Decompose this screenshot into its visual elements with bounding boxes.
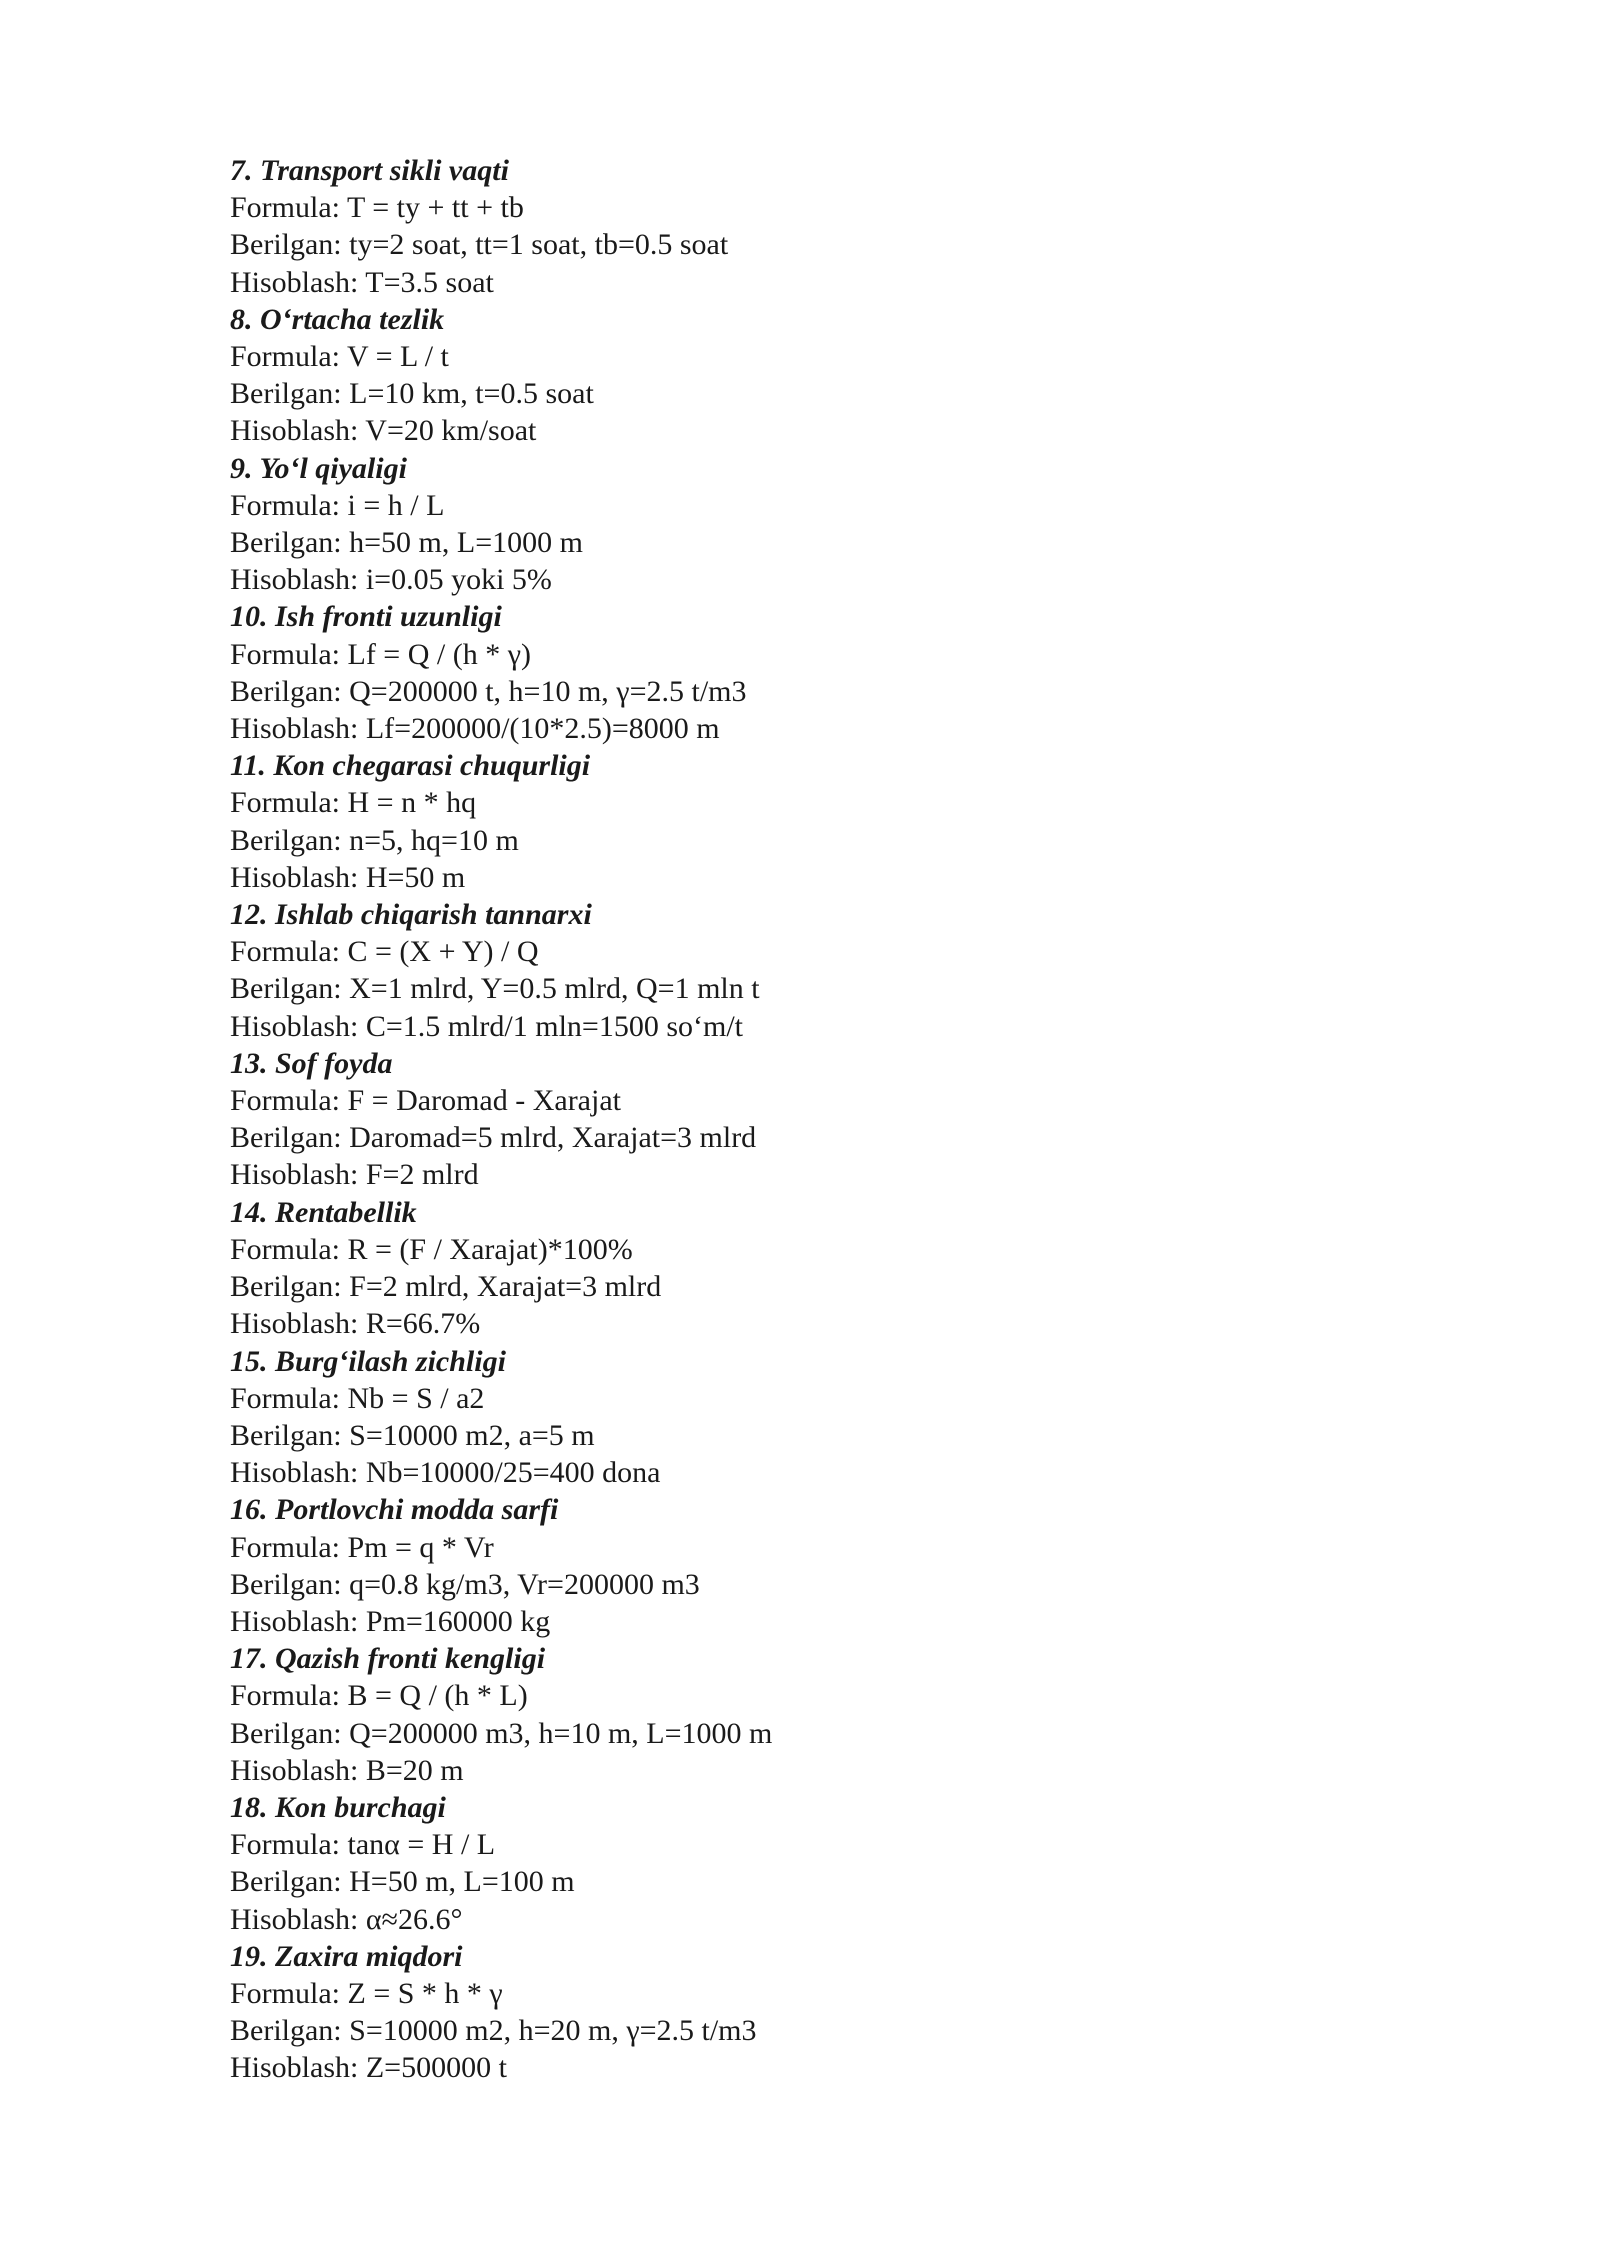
- calculation-line: Hisoblash: R=66.7%: [230, 1307, 481, 1341]
- given-line: Berilgan: F=2 mlrd, Xarajat=3 mlrd: [230, 1270, 662, 1304]
- formula-line: Formula: Nb = S / a2: [230, 1381, 485, 1415]
- calculation-line: Hisoblash: i=0.05 yoki 5%: [230, 563, 552, 597]
- calculation-line: Hisoblash: Lf=200000/(10*2.5)=8000 m: [230, 712, 720, 746]
- section-13: [230, 1045, 1430, 1194]
- section-heading: 8. O‘rtacha tezlik: [230, 302, 445, 336]
- given-line: Berilgan: S=10000 m2, a=5 m: [230, 1418, 595, 1452]
- given-line: Berilgan: X=1 mlrd, Y=0.5 mlrd, Q=1 mln t: [230, 972, 760, 1006]
- given-line: Berilgan: h=50 m, L=1000 m: [230, 526, 583, 560]
- given-line: Berilgan: q=0.8 kg/m3, Vr=200000 m3: [230, 1567, 700, 1601]
- section-11: [230, 747, 1430, 896]
- given-line: Berilgan: S=10000 m2, h=20 m, γ=2.5 t/m3: [230, 2014, 757, 2048]
- formula-line: Formula: F = Daromad - Xarajat: [230, 1084, 621, 1118]
- given-line: Berilgan: Q=200000 t, h=10 m, γ=2.5 t/m3: [230, 674, 747, 708]
- formula-line: Formula: V = L / t: [230, 340, 449, 374]
- section-16: [230, 1491, 1430, 1640]
- calculation-line: Hisoblash: V=20 km/soat: [230, 414, 537, 448]
- section-heading: 14. Rentabellik: [230, 1195, 417, 1229]
- section-9: [230, 450, 1430, 599]
- given-line: Berilgan: n=5, hq=10 m: [230, 823, 519, 857]
- section-heading: 17. Qazish fronti kengligi: [230, 1642, 546, 1676]
- section-heading: 16. Portlovchi modda sarfi: [230, 1493, 559, 1527]
- formula-line: Formula: B = Q / (h * L): [230, 1679, 528, 1713]
- calculation-line: Hisoblash: Pm=160000 kg: [230, 1604, 551, 1638]
- section-heading: 15. Burg‘ilash zichligi: [230, 1344, 506, 1378]
- calculation-line: Hisoblash: H=50 m: [230, 860, 466, 894]
- formula-line: Formula: C = (X + Y) / Q: [230, 935, 539, 969]
- section-heading: 10. Ish fronti uzunligi: [230, 600, 502, 634]
- document-content: [230, 152, 1430, 2087]
- section-7: [230, 152, 1430, 301]
- formula-line: Formula: i = h / L: [230, 488, 445, 522]
- calculation-line: Hisoblash: α≈26.6°: [230, 1902, 463, 1936]
- formula-line: Formula: R = (F / Xarajat)*100%: [230, 1232, 633, 1266]
- given-line: Berilgan: Q=200000 m3, h=10 m, L=1000 m: [230, 1716, 773, 1750]
- given-line: Berilgan: ty=2 soat, tt=1 soat, tb=0.5 soat: [230, 228, 729, 262]
- formula-line: Formula: H = n * hq: [230, 786, 477, 820]
- section-14: [230, 1194, 1430, 1343]
- formula-line: Formula: T = ty + tt + tb: [230, 191, 524, 225]
- calculation-line: Hisoblash: F=2 mlrd: [230, 1158, 479, 1192]
- section-heading: 9. Yo‘l qiyaligi: [230, 451, 407, 485]
- calculation-line: Hisoblash: Nb=10000/25=400 dona: [230, 1456, 661, 1490]
- formula-line: Formula: Pm = q * Vr: [230, 1530, 494, 1564]
- section-heading: 19. Zaxira miqdori: [230, 1939, 463, 1973]
- section-19: [230, 1938, 1430, 2087]
- section-heading: 11. Kon chegarasi chuqurligi: [230, 749, 591, 783]
- calculation-line: Hisoblash: B=20 m: [230, 1753, 464, 1787]
- section-10: [230, 598, 1430, 747]
- given-line: Berilgan: L=10 km, t=0.5 soat: [230, 377, 594, 411]
- formula-line: Formula: Z = S * h * γ: [230, 1976, 503, 2010]
- section-18: [230, 1789, 1430, 1938]
- calculation-line: Hisoblash: Z=500000 t: [230, 2051, 507, 2085]
- section-8: [230, 301, 1430, 450]
- calculation-line: Hisoblash: C=1.5 mlrd/1 mln=1500 so‘m/t: [230, 1009, 744, 1043]
- formula-line: Formula: tanα = H / L: [230, 1828, 496, 1862]
- section-15: [230, 1343, 1430, 1492]
- section-heading: 18. Kon burchagi: [230, 1790, 446, 1824]
- section-heading: 7. Transport sikli vaqti: [230, 154, 509, 187]
- given-line: Berilgan: Daromad=5 mlrd, Xarajat=3 mlrd: [230, 1121, 757, 1155]
- formula-line: Formula: Lf = Q / (h * γ): [230, 637, 531, 671]
- section-17: [230, 1640, 1430, 1789]
- section-heading: 12. Ishlab chiqarish tannarxi: [230, 898, 592, 932]
- section-heading: 13. Sof foyda: [230, 1046, 393, 1080]
- given-line: Berilgan: H=50 m, L=100 m: [230, 1865, 575, 1899]
- calculation-line: Hisoblash: T=3.5 soat: [230, 265, 494, 299]
- section-12: [230, 896, 1430, 1045]
